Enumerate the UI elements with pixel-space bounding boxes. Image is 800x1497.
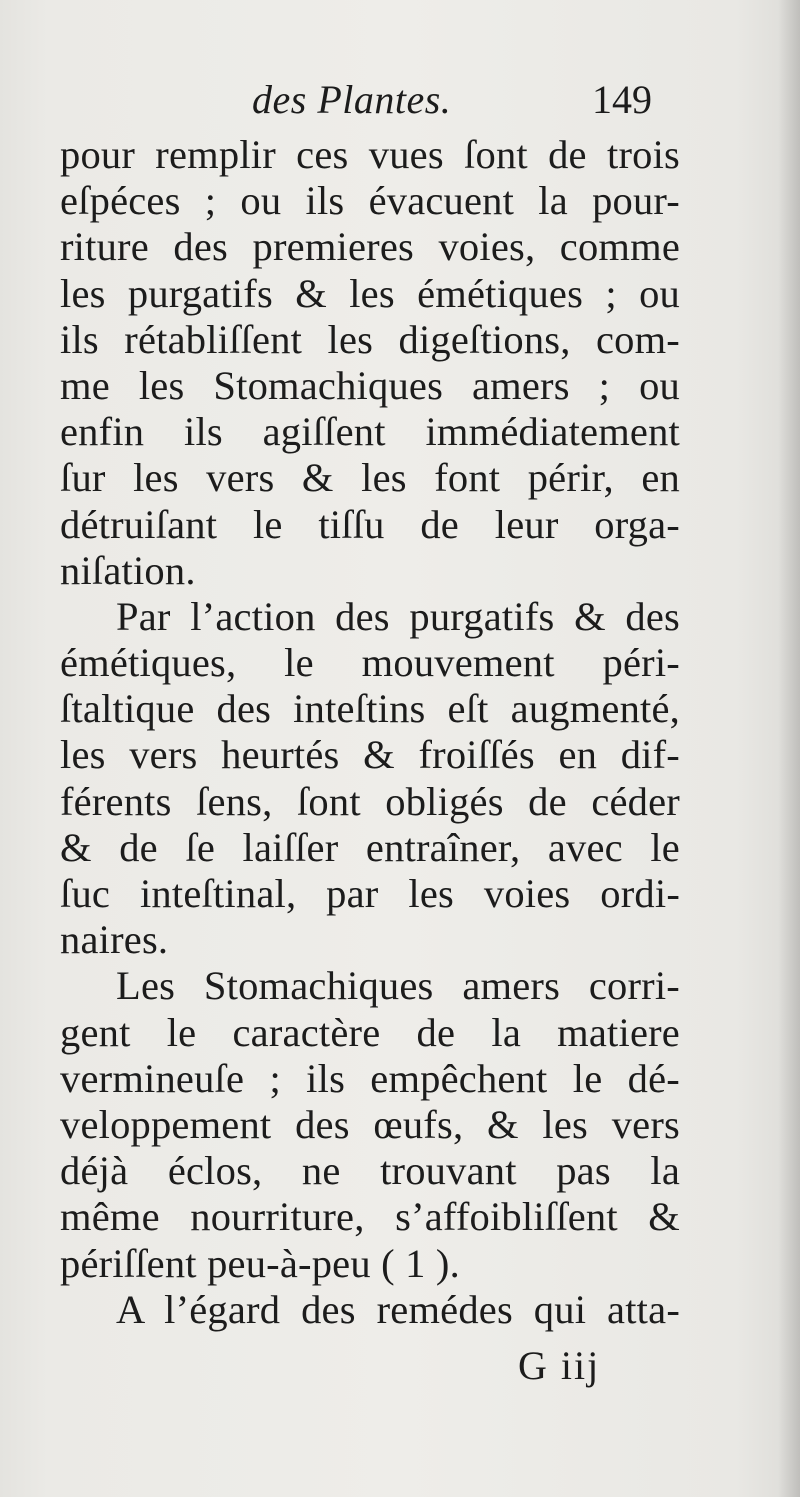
text-line: pour remplir ces vues ſont de trois: [60, 132, 680, 177]
text-line: ils rétabliſſent les digeſtions, com-: [60, 316, 680, 362]
body-text: [60, 132, 680, 1333]
page-header: [252, 76, 682, 126]
text-line: ſur les vers & les font périr, en: [60, 455, 680, 501]
signature-mark: G iij: [518, 1343, 601, 1388]
text-line: niſation.: [60, 547, 196, 593]
text-line: Les Stomachiques amers corri-: [116, 963, 680, 1009]
text-line: férents ſens, ſont obligés de céder: [60, 778, 680, 824]
text-line: eſpéces ; ou ils évacuent la pour-: [60, 178, 680, 224]
text-line: vermineuſe ; ils empêchent le dé-: [60, 1055, 680, 1101]
text-line: périſſent peu-à-peu ( 1 ).: [60, 1240, 460, 1286]
text-line: les vers heurtés & froiſſés en dif-: [60, 732, 680, 778]
text-line: ſtaltique des inteſtins eſt augmenté,: [60, 686, 680, 732]
text-line: enfin ils agiſſent immédiatement: [60, 409, 680, 455]
text-line: émétiques, le mouvement péri-: [60, 640, 680, 686]
text-line: détruiſant le tiſſu de leur orga-: [60, 501, 680, 547]
running-title: des Plantes.: [252, 77, 452, 122]
text-line: les purgatifs & les émétiques ; ou: [60, 270, 680, 316]
text-line: me les Stomachiques amers ; ou: [60, 362, 680, 408]
text-line: riture des premieres voies, comme: [60, 224, 680, 270]
text-line: A l’égard des remédes qui atta-: [116, 1286, 680, 1332]
text-line: Par l’action des purgatifs & des: [116, 593, 680, 639]
text-line: ſuc inteſtinal, par les voies ordi-: [60, 871, 680, 916]
text-line: déjà éclos, ne trouvant pas la: [60, 1148, 680, 1194]
text-line: même nourriture, s’affoibliſſent &: [60, 1194, 680, 1240]
text-line: veloppement des œufs, & les vers: [60, 1101, 680, 1147]
page-number: 149: [592, 77, 652, 122]
text-line: & de ſe laiſſer entraîner, avec le: [60, 824, 680, 870]
text-line: gent le caractère de la matiere: [60, 1009, 680, 1055]
page-edge-shadow: [778, 0, 800, 1497]
text-line: naires.: [60, 917, 169, 963]
